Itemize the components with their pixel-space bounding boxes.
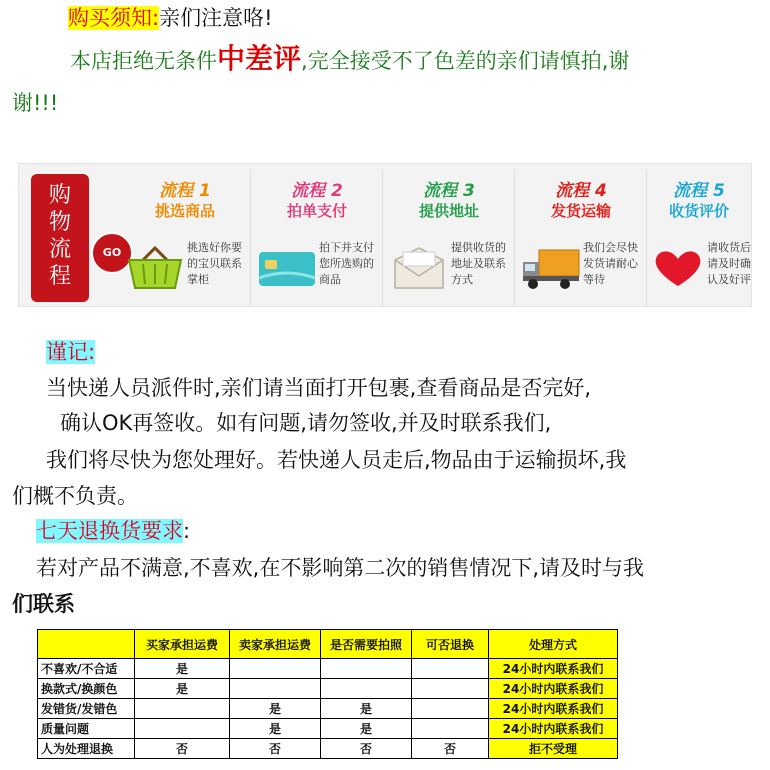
- step-subtitle: 拍单支付: [286, 202, 347, 220]
- notice-heading: [68, 3, 273, 33]
- table-cell: [230, 679, 321, 699]
- shopping-process-banner: [10, 155, 760, 315]
- notice-line2: 谢!!!: [12, 91, 59, 115]
- step-subtitle: 收货评价: [668, 202, 729, 220]
- table-cell: 是: [135, 659, 230, 679]
- table-row: [38, 659, 618, 679]
- table-row: [38, 699, 618, 719]
- step-description: 我们会尽快发货请耐心等待: [583, 241, 638, 286]
- table-cell: 是: [321, 719, 412, 739]
- table-cell: [230, 659, 321, 679]
- table-cell: 否: [230, 739, 321, 759]
- process-title-char: 购: [48, 183, 71, 208]
- notice-emphasis: 中差评: [217, 42, 302, 75]
- returns-label: 七天退换货要求: [36, 519, 183, 543]
- table-cell: [412, 679, 489, 699]
- table-header-row: [38, 630, 618, 659]
- table-cell: 24小时内联系我们: [489, 679, 618, 699]
- table-header-cell: 是否需要拍照: [321, 630, 412, 659]
- remember-line3: 我们将尽快为您处理好。若快递人员走后,物品由于运输损坏,我: [46, 448, 627, 472]
- remember-heading: [46, 337, 95, 367]
- process-step-4: [515, 170, 647, 306]
- go-badge: GO: [91, 232, 133, 274]
- process-step-1: [119, 170, 251, 306]
- returns-line2: 们联系: [12, 592, 75, 616]
- process-title-char: 物: [48, 210, 71, 235]
- table-cell: 24小时内联系我们: [489, 719, 618, 739]
- notice-line1: [70, 44, 629, 76]
- table-cell: 否: [135, 739, 230, 759]
- table-cell: [412, 699, 489, 719]
- table-header-cell: 卖家承担运费: [230, 630, 321, 659]
- remember-line4: 们概不负责。: [12, 484, 138, 508]
- step-description: 挑选好你要的宝贝联系掌柜: [187, 241, 242, 286]
- basket-icon: [125, 244, 185, 292]
- process-step-5: [647, 170, 751, 306]
- table-cell: 质量问题: [38, 719, 135, 739]
- table-cell: [321, 659, 412, 679]
- table-cell: 是: [321, 699, 412, 719]
- table-cell: [135, 699, 230, 719]
- step-title: 流程 3: [423, 181, 475, 201]
- process-title-char: 程: [48, 264, 71, 289]
- step-title: 流程 5: [673, 181, 725, 201]
- notice-line1-prefix: 本店拒绝无条件: [70, 49, 217, 73]
- remember-line1: 当快递人员派件时,亲们请当面打开包裹,查看商品是否完好,: [46, 376, 592, 400]
- process-step-2: [251, 170, 383, 306]
- returns-line1: 若对产品不满意,不喜欢,在不影响第二次的销售情况下,请及时与我: [36, 556, 645, 580]
- table-header-cell: 可否退换: [412, 630, 489, 659]
- table-cell: 换款式/换颜色: [38, 679, 135, 699]
- table-row: [38, 679, 618, 699]
- process-title-char: 流: [48, 237, 71, 262]
- table-cell: 是: [135, 679, 230, 699]
- table-cell: 不喜欢/不合适: [38, 659, 135, 679]
- table-cell: 是: [230, 699, 321, 719]
- step-title: 流程 2: [291, 181, 343, 201]
- table-header-cell: 买家承担运费: [135, 630, 230, 659]
- process-step-3: [383, 170, 515, 306]
- returns-heading: [36, 516, 190, 546]
- table-row: [38, 739, 618, 759]
- table-cell: 24小时内联系我们: [489, 659, 618, 679]
- notice-text: 亲们注意咯!: [159, 6, 273, 30]
- process-panel: [18, 163, 752, 307]
- step-description: 提供收货的地址及联系方式: [451, 241, 506, 286]
- step-subtitle: 发货运输: [550, 202, 611, 220]
- card-icon: [257, 244, 317, 292]
- table-cell: 24小时内联系我们: [489, 699, 618, 719]
- process-title-block: [31, 174, 122, 302]
- returns-colon: :: [183, 519, 191, 543]
- table-cell: [135, 719, 230, 739]
- step-title: 流程 4: [555, 181, 607, 201]
- truck-icon: [521, 244, 581, 292]
- envelope-icon: [389, 244, 449, 292]
- returns-policy-table: [37, 629, 618, 759]
- process-title: [31, 182, 89, 290]
- table-header-cell: [38, 630, 135, 659]
- notice-label: 购买须知:: [68, 6, 160, 30]
- table-cell: 否: [412, 739, 489, 759]
- table-cell: 人为处理退换: [38, 739, 135, 759]
- heart-icon: [651, 244, 705, 292]
- table-cell: 拒不受理: [489, 739, 618, 759]
- table-cell: 否: [321, 739, 412, 759]
- step-description: 拍下并支付您所选购的商品: [319, 241, 374, 286]
- table-row: [38, 719, 618, 739]
- step-title: 流程 1: [159, 181, 211, 201]
- step-subtitle: 挑选商品: [154, 202, 215, 220]
- remember-line2: 确认OK再签收。如有问题,请勿签收,并及时联系我们,: [60, 411, 552, 435]
- table-cell: [412, 659, 489, 679]
- table-cell: 是: [230, 719, 321, 739]
- step-description: 请收货后请及时确认及好评: [707, 241, 751, 286]
- table-cell: 发错货/发错色: [38, 699, 135, 719]
- notice-line1-suffix: ,完全接受不了色差的亲们请慎拍,谢: [301, 49, 630, 73]
- step-subtitle: 提供地址: [418, 202, 479, 220]
- table-cell: [321, 679, 412, 699]
- table-cell: [412, 719, 489, 739]
- remember-label: 谨记:: [46, 340, 96, 364]
- table-header-cell: 处理方式: [489, 630, 618, 659]
